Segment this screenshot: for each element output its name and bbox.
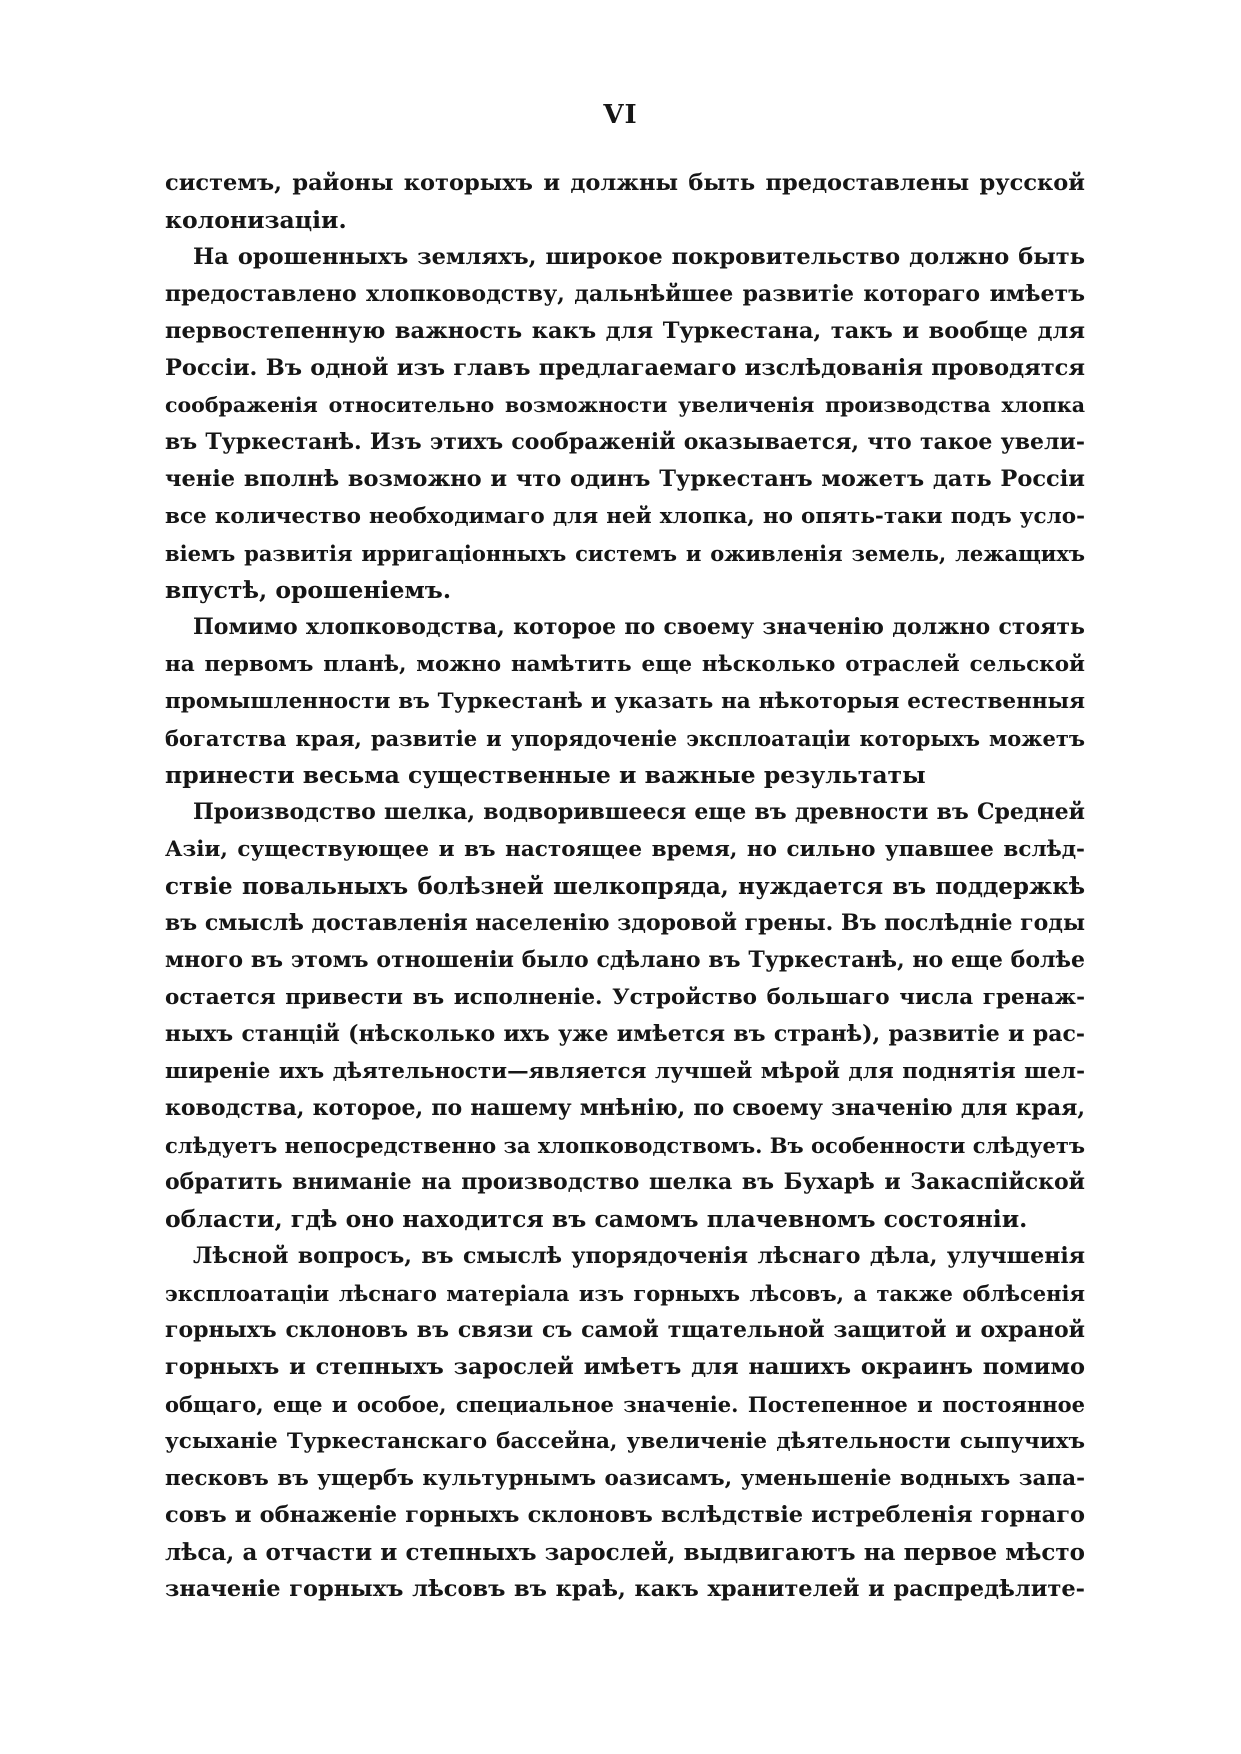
text-line: соображенія относительно возможности увеличенія производства хлопка — [165, 393, 1085, 417]
text-line: горныхъ и степныхъ зарослей имѣетъ для нашихъ окраинъ помимо — [165, 1354, 1085, 1380]
text-line: віемъ развитія ирригаціонныхъ системъ и оживленія земель, лежащихъ — [165, 541, 1085, 566]
text-line: лѣса, а отчасти и степныхъ зарослей, выдвигаютъ на первое мѣсто — [165, 1539, 1085, 1566]
text-line: Производство шелка, водворившееся еще въ древности въ Средней — [193, 799, 1085, 825]
body-text — [165, 165, 1085, 1608]
paragraph — [165, 239, 1085, 609]
paragraph — [165, 1238, 1085, 1608]
text-line: На орошенныхъ земляхъ, широкое покровительство должно быть — [193, 244, 1085, 270]
text-line: ченіе вполнѣ возможно и что одинъ Туркестанъ можетъ дать Россіи — [165, 466, 1085, 492]
text-line: много въ этомъ отношеніи было сдѣлано въ Туркестанѣ, но еще болѣе — [165, 947, 1085, 973]
text-line: совъ и обнаженіе горныхъ склоновъ вслѣдствіе истребленія горнаго — [165, 1502, 1085, 1528]
text-line: усыханіе Туркестанскаго бассейна, увеличеніе дѣятельности сыпучихъ — [165, 1429, 1085, 1454]
text-line: ширеніе ихъ дѣятельности—является лучшей мѣрой для поднятія шел- — [165, 1059, 1085, 1084]
page-number: VI — [603, 100, 638, 130]
text-line: слѣдуетъ непосредственно за хлопководствомъ. Въ особенности слѣдуетъ — [165, 1133, 1085, 1158]
text-line: Россіи. Въ одной изъ главъ предлагаемаго изслѣдованія проводятся — [165, 355, 1085, 381]
text-line: колонизаціи. — [165, 206, 347, 234]
text-line: ныхъ станцій (нѣсколько ихъ уже имѣется въ странѣ), развитіе и рас- — [165, 1021, 1085, 1047]
text-line: общаго, еще и особое, специальное значеніе. Постепенное и постоянное — [165, 1392, 1085, 1417]
text-line: промышленности въ Туркестанѣ и указать на нѣкоторыя естественныя — [165, 689, 1085, 714]
paragraph — [165, 794, 1085, 1238]
text-line: ствіе повальныхъ болѣзней шелкопряда, нуждается въ поддержкѣ — [165, 873, 1085, 900]
text-line: области, гдѣ оно находится въ самомъ плачевномъ состояніи. — [165, 1205, 1028, 1233]
text-line: Помимо хлопководства, которое по своему значенію должно стоять — [193, 614, 1085, 640]
text-line: эксплоатаціи лѣснаго матеріала изъ горныхъ лѣсовъ, а также облѣсенія — [165, 1281, 1085, 1306]
text-line: остается привести въ исполненіе. Устройство большаго числа гренаж- — [165, 985, 1085, 1010]
text-line: принести весьма существенные и важные результаты — [165, 761, 926, 789]
text-line: въ Туркестанѣ. Изъ этихъ соображеній оказывается, что такое увели- — [165, 429, 1085, 455]
paragraph — [165, 609, 1085, 794]
text-line: на первомъ планѣ, можно намѣтить еще нѣсколько отраслей сельской — [165, 652, 1085, 677]
text-line: системъ, районы которыхъ и должны быть предоставлены русской — [165, 170, 1085, 196]
paragraph — [165, 165, 1085, 239]
text-line: значеніе горныхъ лѣсовъ въ краѣ, какъ хранителей и распредѣлите- — [165, 1576, 1085, 1602]
text-line: Азіи, существующее и въ настоящее время, но сильно упавшее вслѣд- — [165, 837, 1085, 862]
text-line: Лѣсной вопросъ, въ смыслѣ упорядоченія лѣснаго дѣла, улучшенія — [193, 1243, 1085, 1269]
text-line: первостепенную важность какъ для Туркестана, такъ и вообще для — [165, 318, 1085, 344]
text-line: предоставлено хлопководству, дальнѣйшее развитіе котораго имѣетъ — [165, 281, 1085, 307]
text-line: впустѣ, орошеніемъ. — [165, 576, 452, 604]
text-line: обратить вниманіе на производство шелка въ Бухарѣ и Закаспійской — [165, 1169, 1085, 1195]
text-line: все количество необходимаго для ней хлопка, но опять-таки подъ усло- — [165, 504, 1085, 529]
text-line: въ смыслѣ доставленія населенію здоровой грены. Въ послѣдніе годы — [165, 910, 1085, 936]
text-line: ководства, которое, по нашему мнѣнію, по своему значенію для края, — [165, 1095, 1085, 1121]
text-line: песковъ въ ущербъ культурнымъ оазисамъ, уменьшеніе водныхъ запа- — [165, 1466, 1085, 1491]
text-line: богатства края, развитіе и упорядоченіе эксплоатаціи которыхъ можетъ — [165, 726, 1085, 751]
text-line: горныхъ склоновъ въ связи съ самой тщательной защитой и охраной — [165, 1317, 1085, 1343]
